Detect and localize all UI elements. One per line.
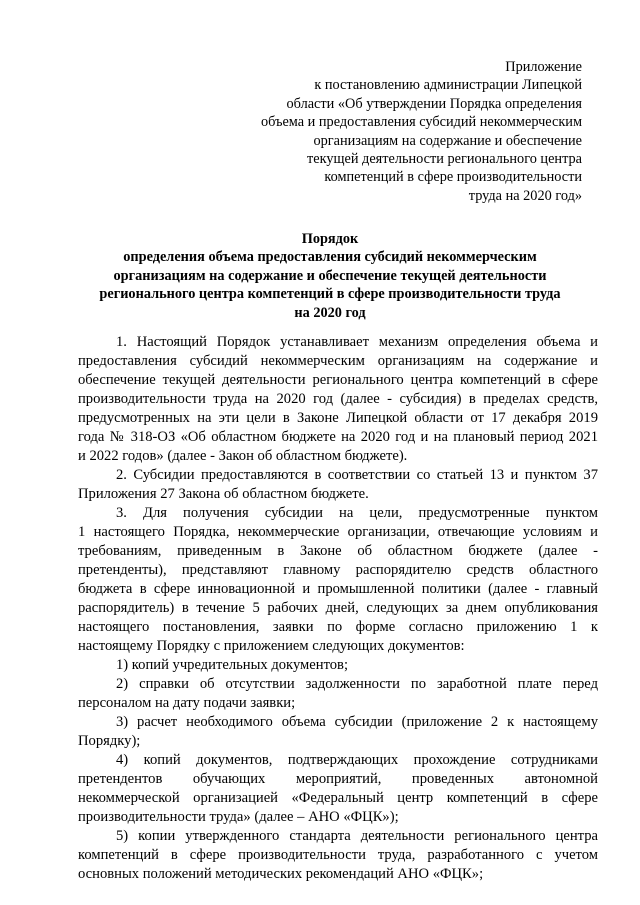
appendix-line: области «Об утверждении Порядка определения (286, 95, 582, 112)
body-line: 2. Субсидии предоставляются в соответствии со статьей 13 и пунктом 37 (116, 467, 598, 483)
body-line: производительности труда» (далее – АНО «ФЦК»); (78, 809, 399, 825)
body-line: производительности труда на 2020 год (далее - субсидия) в пределах средств, (78, 391, 598, 407)
body-line: некоммерческой организацией «Федеральный центр компетенций в сфере (78, 790, 598, 806)
appendix-line: текущей деятельности регионального центра (306, 151, 582, 168)
body-line: требованиям, приведенным в Законе об областном бюджете (далее - (78, 543, 598, 559)
body-line: 5) копии утвержденного стандарта деятельности регионального центра (116, 828, 598, 844)
title-line: Порядок (301, 231, 359, 247)
body-line: распорядитель) в течение 5 рабочих дней, следующих за днем опубликования (78, 600, 598, 616)
body-line: Приложения 27 Закона об областном бюджете. (78, 486, 369, 502)
appendix-line: труда на 2020 год» (468, 187, 582, 204)
document-title (80, 230, 580, 322)
body-line: и 2022 годов» (далее - Закон об областном бюджете). (78, 448, 408, 464)
body-line: персоналом на дату подачи заявки; (78, 695, 296, 711)
body-line: компетенций в сфере производительности труда, разработанного с учетом (78, 847, 598, 863)
body-line: 3. Для получения субсидии на цели, предусмотренные пунктом (116, 505, 598, 521)
body-line: настоящего постановления, заявки по форме согласно приложению 1 к (78, 619, 598, 635)
title-line: определения объема предоставления субсидий некоммерческим (123, 249, 537, 266)
body-line: настоящему Порядку с приложением следующих документов: (78, 638, 465, 654)
appendix-line: объема и предоставления субсидий некоммерческим (261, 114, 582, 131)
body-line: года № 318-ОЗ «Об областном бюджете на 2020 год и на плановый период 2021 (78, 429, 598, 445)
appendix-line: компетенций в сфере производительности (324, 169, 582, 186)
appendix-header (222, 58, 582, 205)
body-line: предусмотренных на эти цели в Законе Липецкой области от 17 декабря 2019 (78, 410, 598, 426)
body-line: претендентов обучающих мероприятий, проведенных автономной (78, 771, 598, 787)
body-line: 1. Настоящий Порядок устанавливает механизм определения объема и (116, 334, 598, 350)
body-line: Порядку); (78, 733, 141, 749)
body-line: 2) справки об отсутствии задолженности по заработной плате перед (116, 676, 598, 692)
body-line: основных положений методических рекомендаций АНО «ФЦК»; (78, 866, 484, 882)
title-line: регионального центра компетенций в сфере производительности труда (99, 286, 561, 303)
body-line: 1 настоящего Порядка, некоммерческие организации, отвечающие условиям и (78, 524, 598, 540)
title-line: на 2020 год (294, 304, 366, 321)
document-body (78, 333, 598, 884)
body-line: 4) копий документов, подтверждающих прохождение сотрудниками (116, 752, 598, 768)
body-line: предоставления субсидий некоммерческим организациям на содержание и (78, 353, 598, 369)
body-line: 3) расчет необходимого объема субсидии (приложение 2 к настоящему (116, 714, 598, 730)
body-line: 1) копий учредительных документов; (116, 657, 348, 673)
appendix-line: организациям на содержание и обеспечение (313, 132, 582, 149)
body-line: претенденты), представляют главному распорядителю средств областного (78, 562, 598, 578)
body-line: обеспечение текущей деятельности регионального центра компетенций в сфере (78, 372, 598, 388)
title-line: организациям на содержание и обеспечение текущей деятельности (113, 267, 547, 284)
appendix-line: Приложение (505, 59, 582, 75)
body-line: бюджета в сфере инновационной и промышленной политики (далее - главный (78, 581, 598, 597)
appendix-line: к постановлению администрации Липецкой (314, 77, 582, 94)
